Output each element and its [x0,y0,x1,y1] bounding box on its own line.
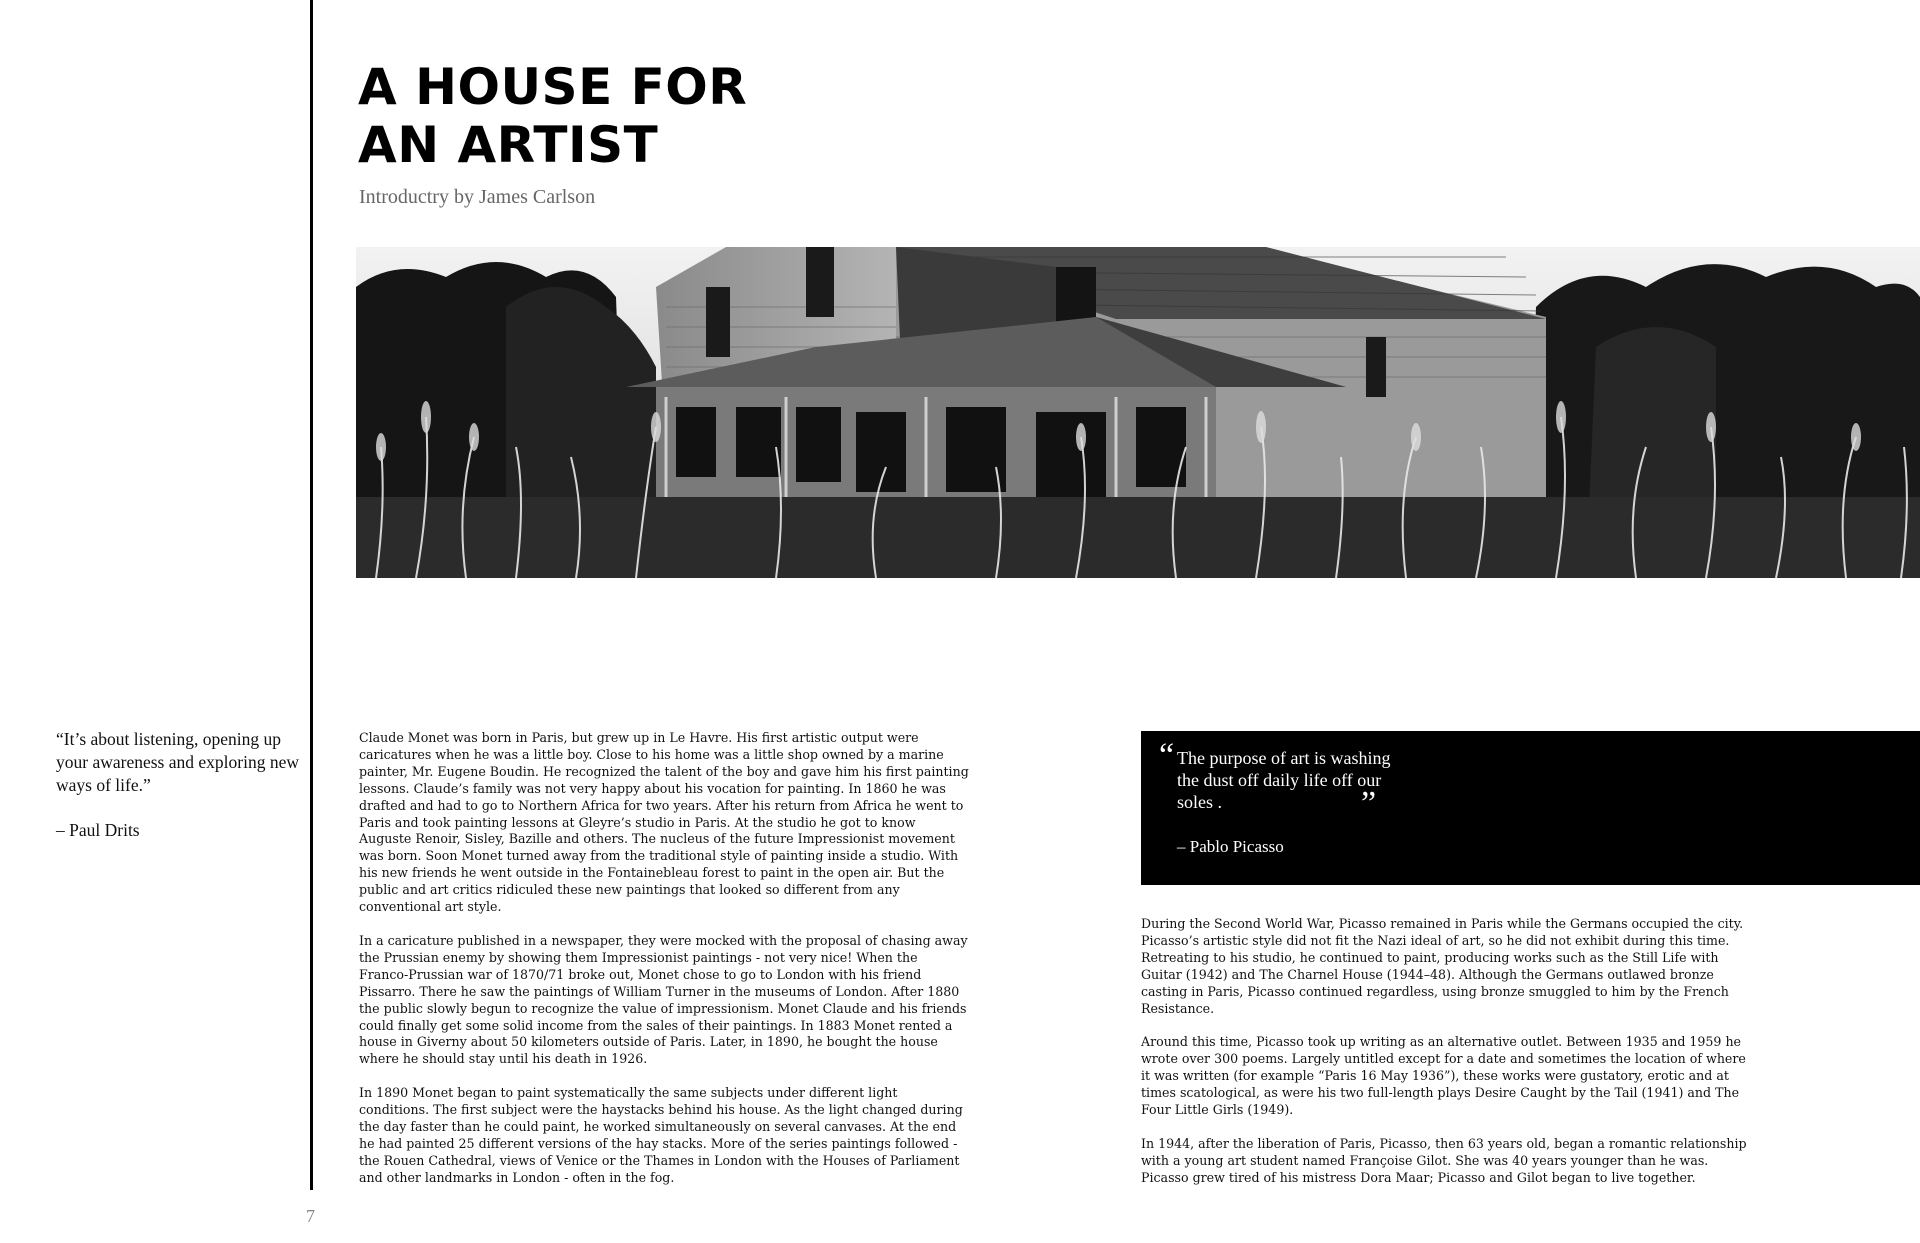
title-line-2: AN ARTIST [358,116,659,174]
open-quote-mark: “ [1159,737,1175,774]
vertical-rule [310,0,313,1190]
title-line-1: A HOUSE FOR [358,58,748,116]
body-paragraph: During the Second World War, Picasso remained in Paris while the Germans occupied the city. Picasso’s artistic style did not fit the Nazi ideal of art, so he did not exhibit during this time. Retreating to his studio, he continued to paint, producing works such as the Still Life with Guitar (1942) and The Charnel House (1944–48). Although the Germans outlawed bronze casting in Paris, Picasso continued regardless, using bronze smuggled to him by the French Resistance. [1141,916,1744,1016]
side-quote-text: “It’s about listening, opening up your awareness and exploring new ways of life.” [56,729,299,795]
body-paragraph: In 1944, after the liberation of Paris, Picasso, then 63 years old, began a romantic relationship with a young art student named Françoise Gilot. She was 40 years younger than he was. Picasso grew tired of his mistress Dora Maar; Picasso and Gilot began to live together. [1141,1135,1747,1185]
article-subtitle: Introductry by James Carlson [359,186,596,208]
pull-quote-box [1141,731,1920,885]
body-paragraph: In a caricature published in a newspaper, they were mocked with the proposal of chasing away the Prussian enemy by showing them Impressionist paintings - not very nice! When the Franco-Prussian war of 1870/71 broke out, Monet chose to go to London with his friend Pissarro. There he saw the paintings of William Turner in the museums of London. After 1880 the public slowly begun to recognize the value of impressionism. Monet Claude and his friends could finally get some solid income from the sales of their paintings. In 1883 Monet rented a house in Giverny about 50 kilometers outside of Paris. Later, in 1890, he bought the house where he should stay until his death in 1926. [359,932,968,1067]
body-column-left [359,730,969,1204]
body-paragraph: In 1890 Monet began to paint systematically the same subjects under different light conditions. The first subject were the haystacks behind his house. As the light changed during the day faster than he could paint, he worked simultaneously on several canvases. At the end he had painted 25 different versions of the hay stacks. More of the series paintings followed - the Rouen Cathedral, views of Venice or the Thames in London with the Houses of Parliament and other landmarks in London - often in the fog. [359,1085,963,1185]
close-quote-mark: ” [1361,785,1377,822]
hero-photo-abandoned-house [356,247,1920,578]
page-number: 7 [306,1206,315,1226]
article-title [358,58,747,174]
house-illustration [356,247,1920,578]
body-column-right [1141,916,1753,1204]
side-quote [56,728,306,842]
body-paragraph: Claude Monet was born in Paris, but grew up in Le Havre. His first artistic output were caricatures when he was a little boy. Close to his home was a little shop owned by a marine painter, Mr. Eugene Boudin. He recognized the talent of the boy and gave him his first painting lessons. Claude’s family was not very happy about his vocation for painting. In 1860 he was drafted and had to go to Northern Africa for two years. After his return from Africa he went to Paris and took painting lessons at Gleyre’s studio in Paris. At the studio he got to know Auguste Renoir, Sisley, Bazille and others. The nucleus of the future Impressionist movement was born. Soon Monet turned away from the traditional style of painting inside a studio. With his new friends he went outside in the Fontainebleau forest to paint in the open air. But the public and art critics ridiculed these new paintings that looked so different from any conventional art style. [359,730,969,915]
pull-quote-text: The purpose of art is washing the dust off daily life off our soles . [1177,748,1391,812]
pull-quote-attribution: – Pablo Picasso [1177,837,1284,856]
body-paragraph: Around this time, Picasso took up writing as an alternative outlet. Between 1935 and 1959 he wrote over 300 poems. Largely untitled except for a date and sometimes the location of where it was written (for example “Paris 16 May 1936”), these works were gustatory, erotic and at times scatological, as were his two full-length plays Desire Caught by the Tail (1941) and The Four Little Girls (1949). [1141,1034,1746,1118]
side-quote-attribution: – Paul Drits [56,820,140,840]
